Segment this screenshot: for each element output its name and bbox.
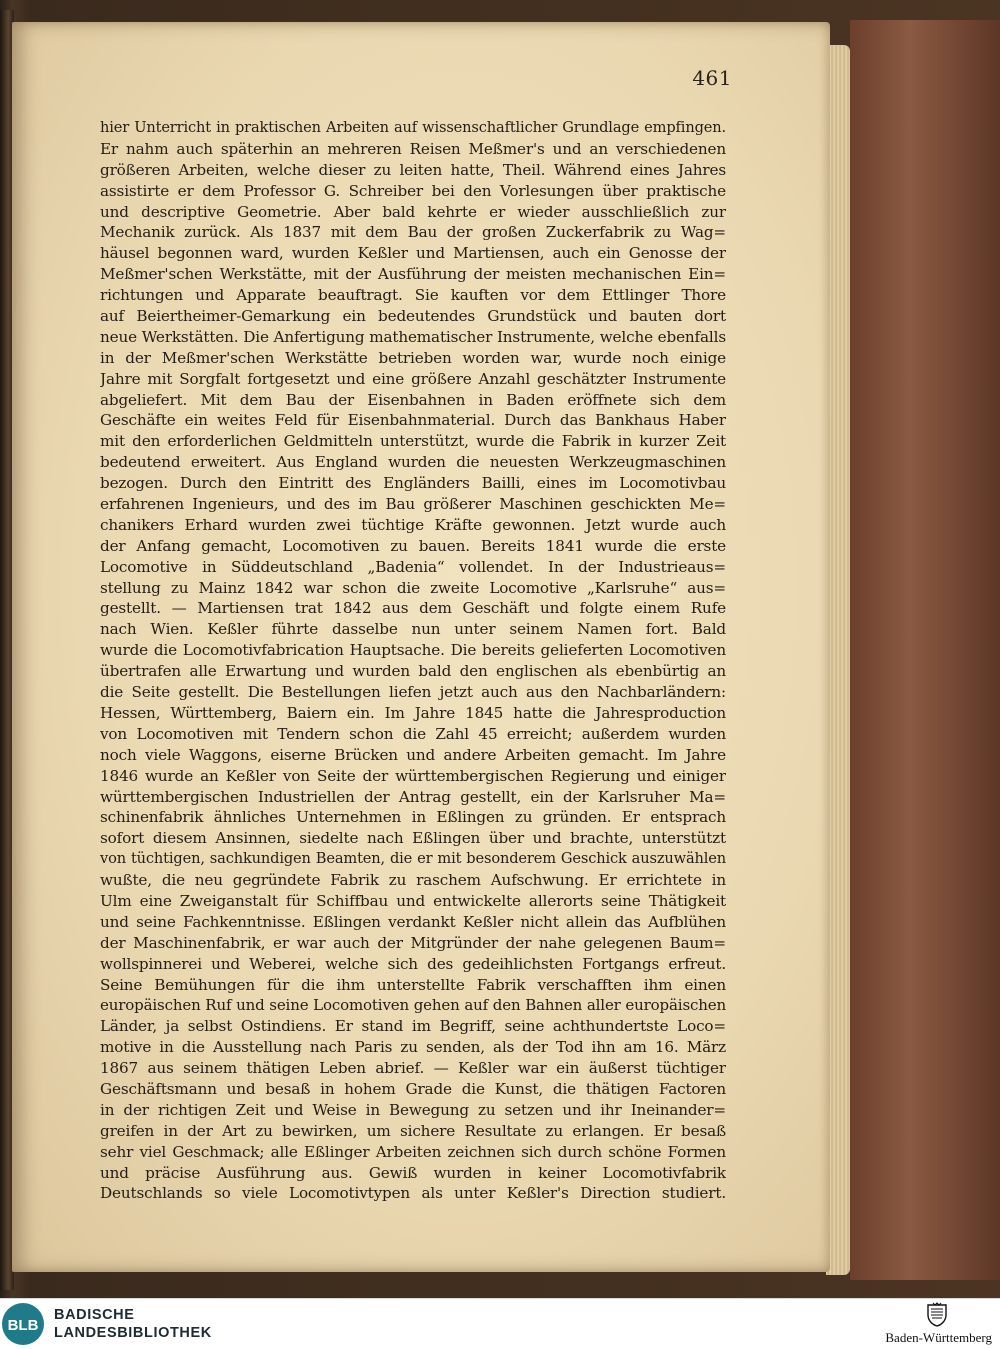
text-line: assistirte er dem Professor G. Schreiber bei den Vorlesungen über praktische (100, 181, 726, 200)
text-line: der Maschinenfabrik, er war auch der Mitgründer der nahe gelegenen Baum= (100, 933, 726, 952)
text-line: der Anfang gemacht, Locomotiven zu bauen. Bereits 1841 wurde die erste (100, 536, 726, 555)
text-line: motive in die Ausstellung nach Paris zu senden, als der Tod ihn am 16. März (100, 1038, 726, 1057)
text-line: Geschäftsmann und besaß in hohem Grade die Kunst, die thätigen Factoren (100, 1079, 726, 1098)
text-line: und descriptive Geometrie. Aber bald kehrte er wieder ausschließlich zur (100, 202, 726, 221)
text-line: Seine Bemühungen für die ihm unterstellte Fabrik verschafften ihm einen (100, 975, 726, 994)
text-line: bedeutend erweitert. Aus England wurden die neuesten Werkzeugmaschinen (100, 453, 726, 472)
book-cover-edge (850, 20, 1000, 1280)
baden-wuerttemberg-crest-icon (924, 1302, 950, 1328)
text-line: richtungen und Apparate beauftragt. Sie kauften vor dem Ettlinger Thore (100, 286, 726, 305)
text-line: häusel begonnen ward, wurden Keßler und Martiensen, auch ein Genosse der (100, 244, 726, 263)
text-line: 1867 aus seinem thätigen Leben abrief. — Keßler war ein äußerst tüchtiger (100, 1059, 726, 1078)
text-line: Mechanik zurück. Als 1837 mit dem Bau der großen Zuckerfabrik zu Wag= (100, 223, 726, 242)
text-line: auf Beiertheimer-Gemarkung ein bedeutendes Grundstück und bauten dort (100, 307, 726, 326)
text-line: Länder, ja selbst Ostindiens. Er stand im Begriff, seine achthundertste Loco= (100, 1017, 726, 1036)
text-line: übertrafen alle Erwartung und wurden bald den englischen als ebenbürtig an (100, 662, 726, 681)
text-line: stellung zu Mainz 1842 war schon die zweite Locomotive „Karlsruhe“ aus= (100, 578, 726, 597)
text-line: mit den erforderlichen Geldmitteln unterstützt, wurde die Fabrik in kurzer Zeit (100, 432, 726, 451)
text-line: erfahrenen Ingenieurs, und des im Bau größerer Maschinen geschickten Me= (100, 495, 726, 514)
text-line: hier Unterricht in praktischen Arbeiten auf wissenschaftlicher Grundlage empfingen. (100, 119, 726, 136)
text-line: in der Meßmer'schen Werkstätte betrieben worden war, wurde noch einige (100, 348, 726, 367)
text-line: wußte, die neu gegründete Fabrik zu raschem Aufschwung. Er errichtete in (100, 871, 726, 890)
text-line: bezogen. Durch den Eintritt des Engländers Bailli, eines im Locomotivbau (100, 474, 726, 493)
text-line: wollspinnerei und Weberei, welche sich des gedeihlichsten Fortgangs erfreut. (100, 954, 726, 973)
text-line: württembergischen Industriellen der Antrag gestellt, ein der Karlsruher Ma= (100, 787, 726, 806)
text-line: Deutschlands so viele Locomotivtypen als unter Keßler's Direction studiert. (100, 1184, 726, 1203)
page-text (100, 118, 726, 1204)
text-line: nach Wien. Keßler führte dasselbe nun unter seinem Namen fort. Bald (100, 620, 726, 639)
text-line: abgeliefert. Mit dem Bau der Eisenbahnen in Baden eröffnete sich dem (100, 390, 726, 409)
text-line: in der richtigen Zeit und Weise in Bewegung zu setzen und ihr Ineinander= (100, 1100, 726, 1119)
text-line: von tüchtigen, sachkundigen Beamten, die er mit besonderem Geschick auszuwählen (100, 850, 726, 868)
text-line: von Locomotiven mit Tendern schon die Zahl 45 erreicht; außerdem wurden (100, 724, 726, 743)
text-line: Hessen, Württemberg, Baiern ein. Im Jahre 1845 hatte die Jahresproduction (100, 703, 726, 722)
text-line: Er nahm auch späterhin an mehreren Reisen Meßmer's und an verschiedenen (100, 139, 726, 158)
page-number: 461 (692, 66, 732, 90)
text-line: Geschäfte ein weites Feld für Eisenbahnmaterial. Durch das Bankhaus Haber (100, 411, 726, 430)
text-line: Ulm eine Zweiganstalt für Schiffbau und entwickelte allerorts seine Thätigkeit (100, 891, 726, 910)
text-line: sehr viel Geschmack; alle Eßlinger Arbeiten zeichnen sich durch schöne Formen (100, 1142, 726, 1161)
text-line: schinenfabrik ähnliches Unternehmen in Eßlingen zu gründen. Er entsprach (100, 808, 726, 827)
state-label[interactable]: Baden-Württemberg (885, 1330, 992, 1345)
text-line: größeren Arbeiten, welche dieser zu leiten hatte, Theil. Während eines Jahres (100, 160, 726, 179)
library-name-line1: BADISCHE (54, 1307, 135, 1323)
text-line: Meßmer'schen Werkstätte, mit der Ausführung der meisten mechanischen Ein= (100, 265, 726, 284)
text-line: Locomotive in Süddeutschland „Badenia“ vollendet. In der Industrieaus= (100, 557, 726, 576)
text-line: und präcise Ausführung aus. Gewiß wurden in keiner Locomotivfabrik (100, 1163, 726, 1182)
text-line: die Seite gestellt. Die Bestellungen liefen jetzt auch aus den Nachbarländern: (100, 683, 726, 702)
text-line: greifen in der Art zu bewirken, um sichere Resultate zu erlangen. Er besaß (100, 1121, 726, 1140)
text-line: chanikers Erhard wurden zwei tüchtige Kräfte gewonnen. Jetzt wurde auch (100, 515, 726, 534)
blb-logo-text: BLB (7, 1317, 39, 1334)
text-line: sofort diesem Ansinnen, siedelte nach Eßlingen über und brachte, unterstützt (100, 829, 726, 848)
library-name[interactable] (54, 1306, 212, 1342)
text-line: noch viele Waggons, eiserne Brücken und andere Arbeiten gemacht. Im Jahre (100, 745, 726, 764)
text-line: gestellt. — Martiensen trat 1842 aus dem Geschäft und folgte einem Rufe (100, 599, 726, 618)
text-line: neue Werkstätten. Die Anfertigung mathematischer Instrumente, welche ebenfalls (100, 327, 726, 346)
text-line: wurde die Locomotivfabrication Hauptsache. Die bereits gelieferten Locomotiven (100, 641, 726, 660)
library-name-line2: LANDESBIBLIOTHEK (54, 1325, 212, 1341)
text-line: 1846 wurde an Keßler von Seite der württembergischen Regierung und einiger (100, 766, 726, 785)
text-line: und seine Fachkenntnisse. Eßlingen verdankt Keßler nicht allein das Aufblühen (100, 912, 726, 931)
text-line: europäischen Ruf und seine Locomotiven gehen auf den Bahnen aller europäischen (100, 996, 726, 1015)
blb-logo-icon (2, 1303, 44, 1345)
text-line: Jahre mit Sorgfalt fortgesetzt und eine größere Anzahl geschätzter Instrumente (100, 369, 726, 388)
blb-logo[interactable] (2, 1303, 44, 1345)
book-page (12, 22, 830, 1272)
viewer-footer (0, 1298, 1000, 1349)
